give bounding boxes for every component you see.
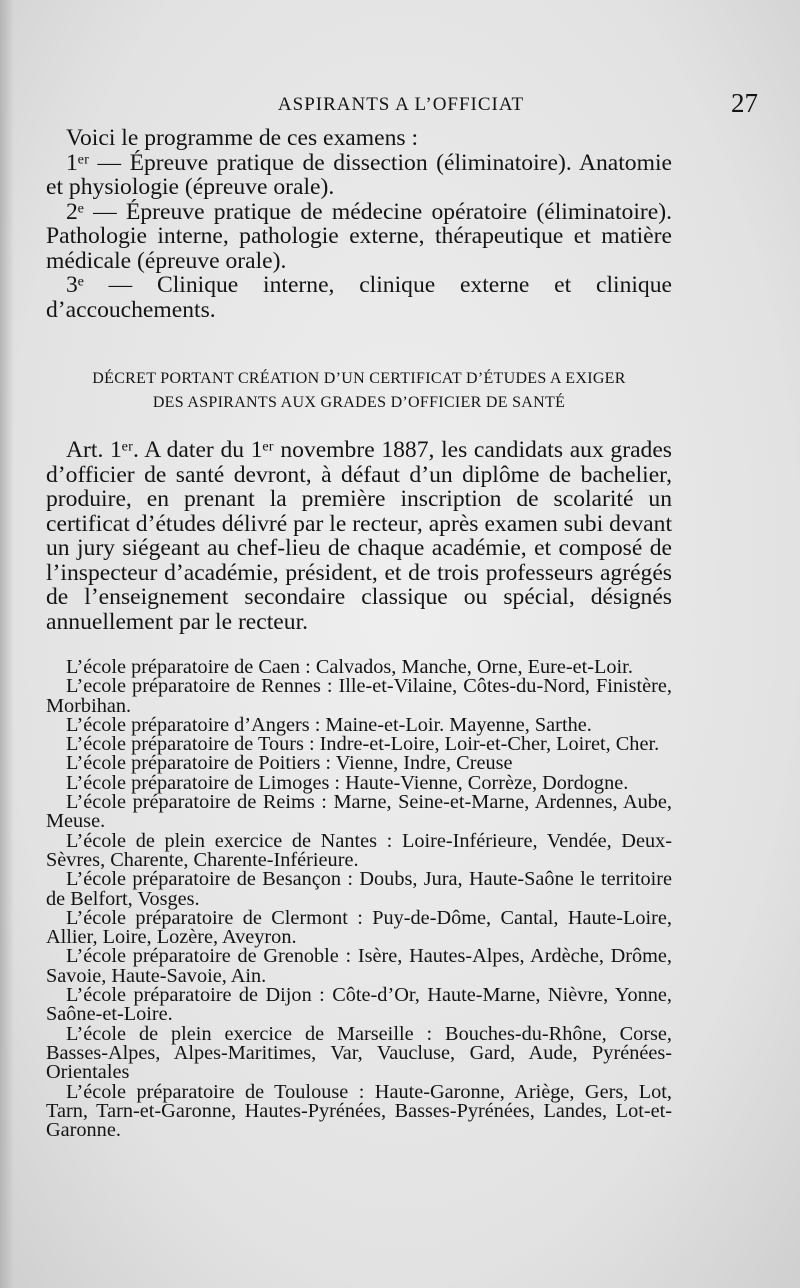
school-entry: L’école préparatoire de Caen : Calvados, Manche, Orne, Eure-et-Loir.	[66, 656, 633, 678]
school-entry: L’ecole préparatoire de Rennes : Ille-et-Vilaine, Côtes-du-Nord, Finistère, Morbihan.	[46, 675, 672, 717]
decree-heading-line: DÉCRET PORTANT CRÉATION D’UN CERTIFICAT D’ÉTUDES A EXIGER	[92, 370, 626, 387]
page-header	[46, 88, 758, 120]
school-entry: L’école préparatoire de Reims : Marne, Seine-et-Marne, Ardennes, Aube, Meuse.	[46, 791, 672, 833]
exam-programme	[46, 126, 672, 322]
exam-item-3: 3ᵉ — Clinique interne, clinique externe et clinique d’accouchements.	[46, 272, 672, 323]
school-entry: L’école préparatoire de Besançon : Doubs, Jura, Haute-Saône le territoire de Belfort, Vosges.	[46, 868, 672, 910]
decree-heading	[46, 367, 672, 415]
exam-item-1: 1ᵉʳ — Épreuve pratique de dissection (éliminatoire). Anatomie et physiologie (épreuve orale).	[46, 149, 672, 200]
exam-item-2: 2ᵉ — Épreuve pratique de médecine opératoire (éliminatoire). Pathologie interne, pathologie externe, thérapeutique et matière médicale (épreuve orale).	[46, 198, 672, 274]
school-entry: L’école préparatoire d’Angers : Maine-et-Loir. Mayenne, Sarthe.	[66, 713, 592, 736]
decree-section	[46, 367, 672, 634]
school-entry: L’école préparatoire de Toulouse : Haute-Garonne, Ariège, Gers, Lot, Tarn, Tarn-et-Garonne, Hautes-Pyrénées, Basses-Pyrénées, Landes, Lot-et-Garonne.	[46, 1080, 672, 1142]
school-list	[46, 658, 672, 1140]
programme-lead: Voici le programme de ces examens :	[66, 125, 419, 151]
article-1: Art. 1ᵉʳ. A dater du 1ᵉʳ novembre 1887, les candidats aux grades d’officier de santé devront, à défaut d’un diplôme de bachelier, produire, en prenant la première inscription de scolarité un certificat d’études délivré par le recteur, après examen subi devant un jury siégeant au chef-lieu de chaque académie, et composé de l’inspecteur d’académie, président, et de trois professeurs agrégés de l’enseignement secondaire classique ou spécial, désignés annuellement par le recteur.	[46, 437, 672, 635]
school-entry: L’école préparatoire de Tours : Indre-et-Loire, Loir-et-Cher, Loiret, Cher.	[66, 733, 660, 756]
school-entry: L’école préparatoire de Clermont : Puy-de-Dôme, Cantal, Haute-Loire, Allier, Loire, Lozère, Aveyron.	[46, 906, 672, 949]
decree-heading-line: DES ASPIRANTS AUX GRADES D’OFFICIER DE SANTÉ	[152, 394, 566, 411]
school-entry: L’école préparatoire de Grenoble : Isère, Hautes-Alpes, Ardèche, Drôme, Savoie, Haute-Savoie, Ain.	[46, 945, 672, 987]
running-title: ASPIRANTS A L’OFFICIAT	[277, 94, 525, 115]
school-entry: L’école préparatoire de Poitiers : Vienne, Indre, Creuse	[66, 752, 513, 775]
school-entry: L’école de plein exercice de Nantes : Loire-Inférieure, Vendée, Deux-Sèvres, Charente, Charente-Inférieure.	[46, 829, 672, 871]
page-body	[46, 126, 672, 1140]
school-entry: L’école préparatoire de Dijon : Côte-d’Or, Haute-Marne, Nièvre, Yonne, Saône-et-Loire.	[46, 984, 672, 1026]
school-entry: L’école préparatoire de Limoges : Haute-Vienne, Corrèze, Dordogne.	[66, 771, 629, 794]
school-entry: L’école de plein exercice de Marseille : Bouches-du-Rhône, Corse, Basses-Alpes, Alpes-Maritimes, Var, Vaucluse, Gard, Aude, Pyrénées-Orientales	[46, 1022, 672, 1084]
page-number: 27	[731, 88, 758, 118]
